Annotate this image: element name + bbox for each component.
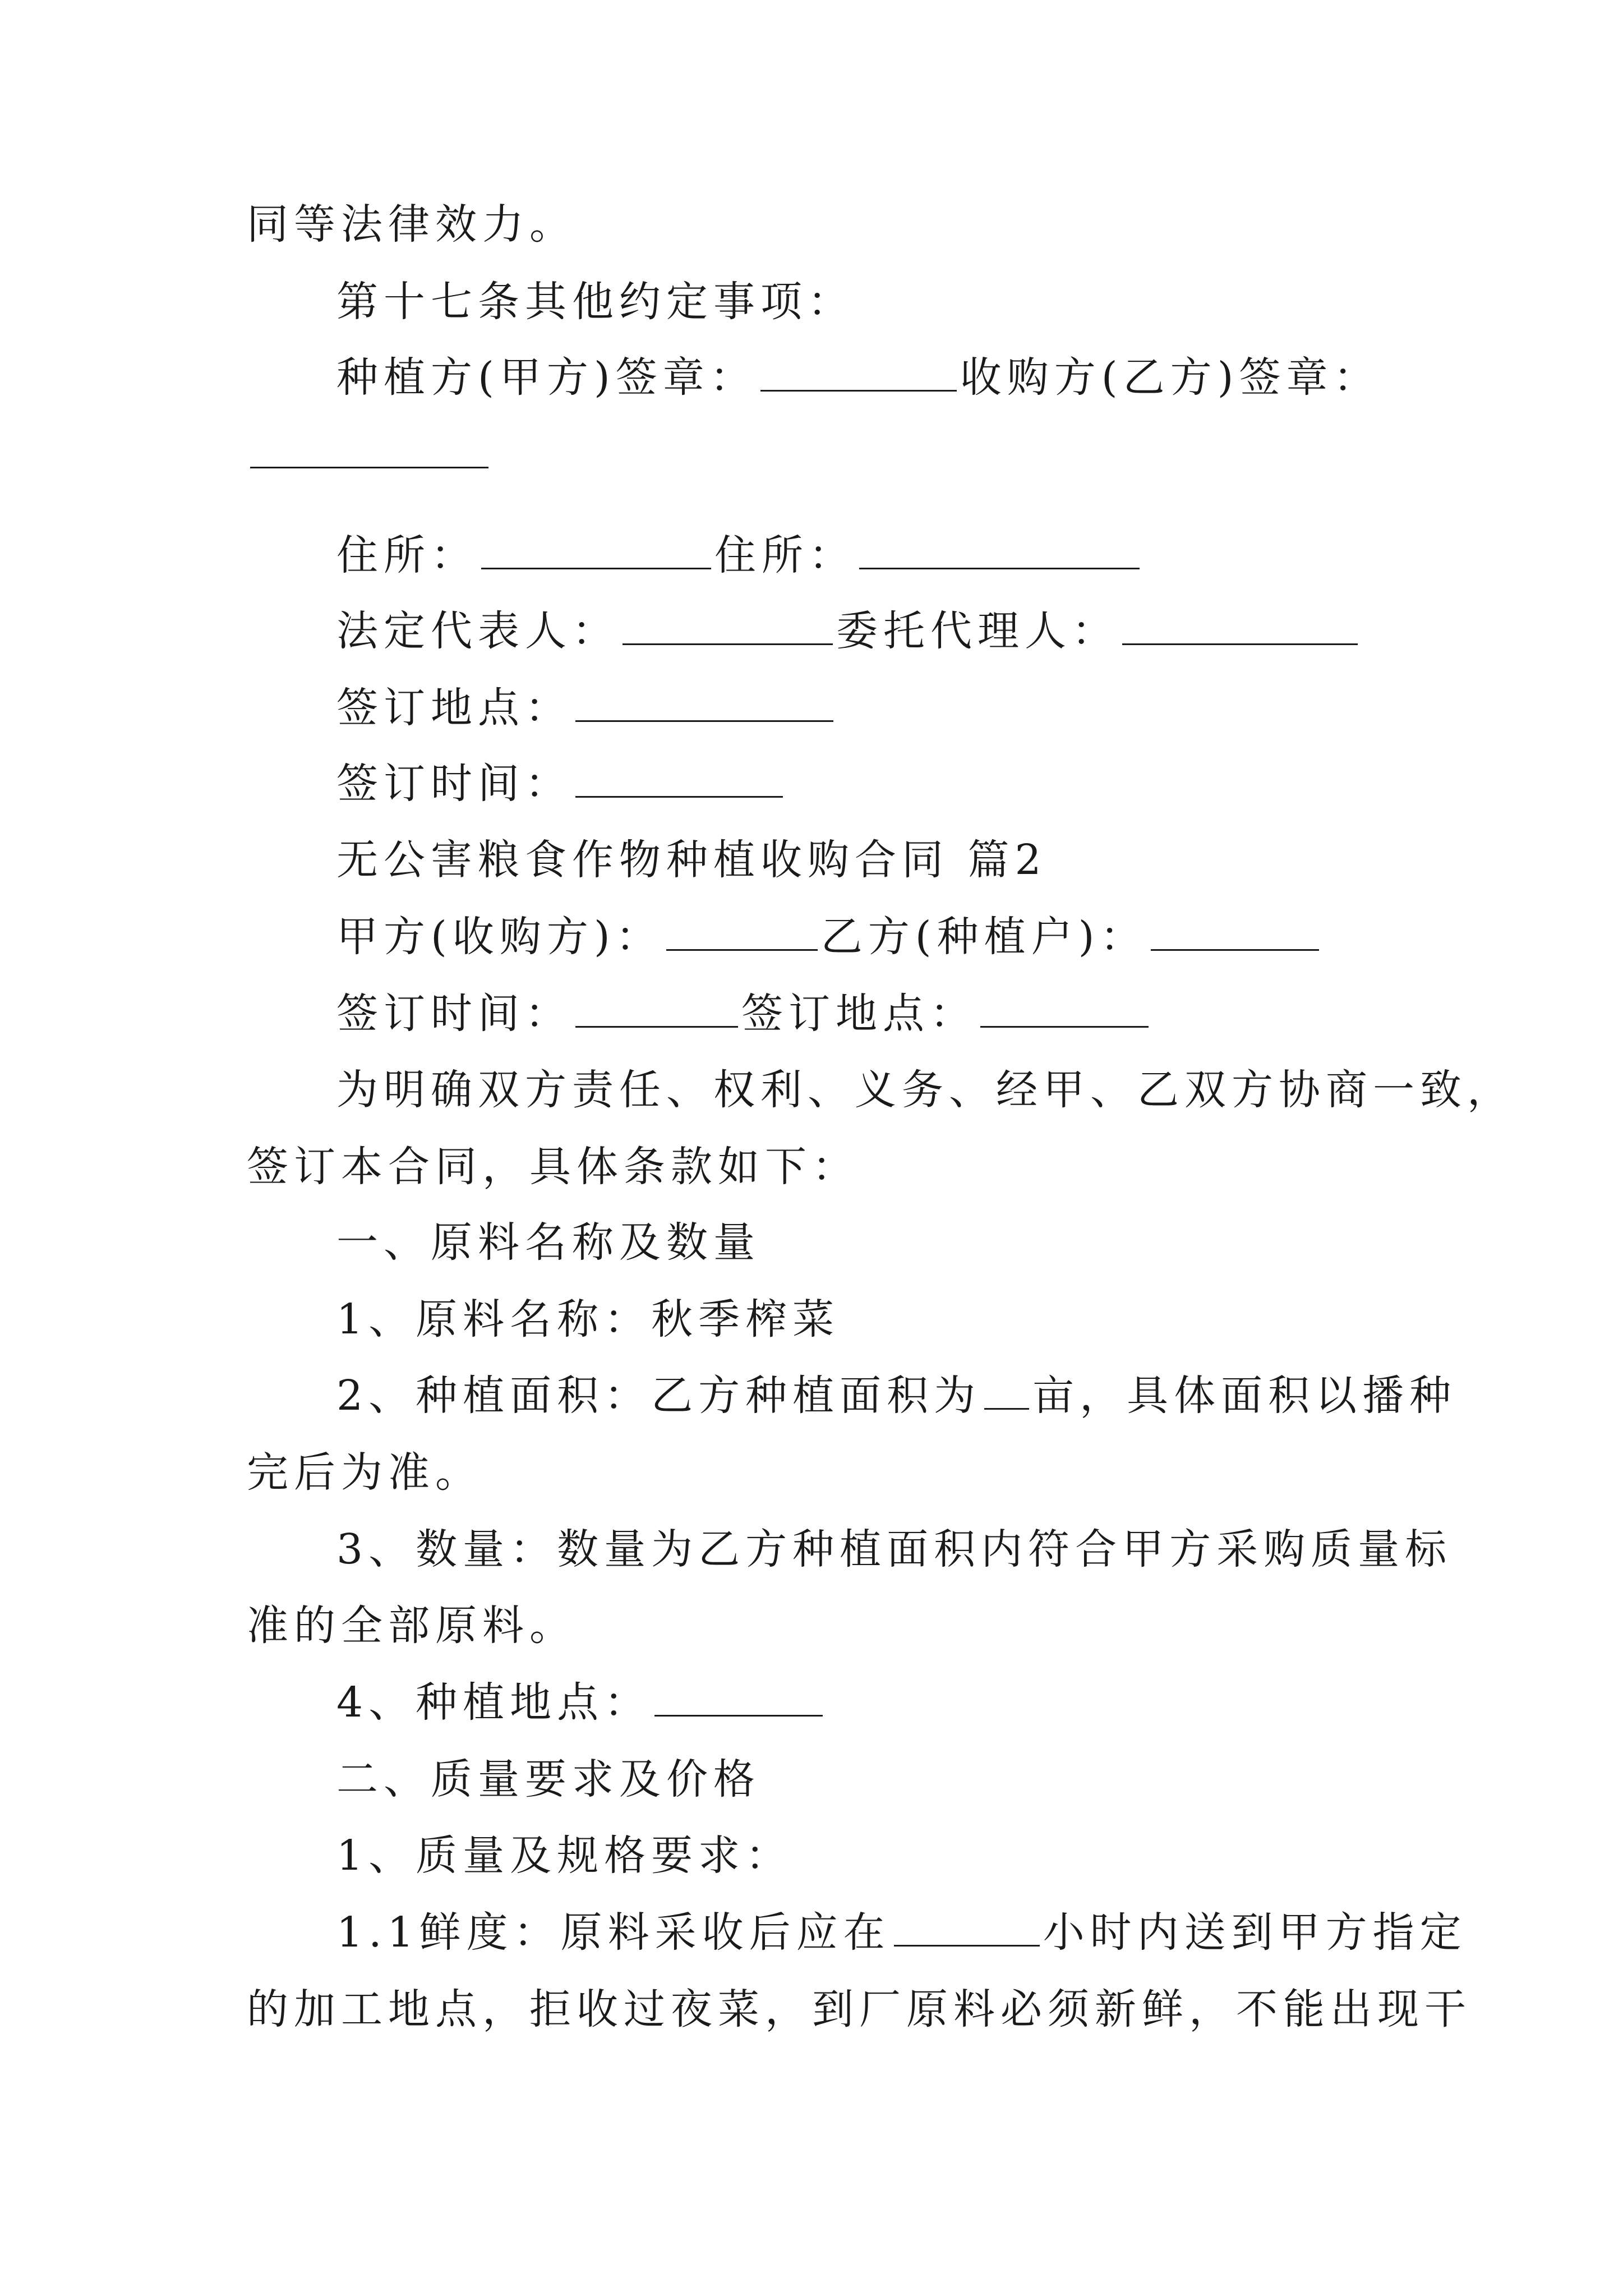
signing-time-label: 签订时间： — [336, 990, 572, 1038]
fill-blank — [980, 991, 1149, 1028]
line-text: 1、质量及规格要求： — [336, 1832, 793, 1880]
section-title — [336, 832, 1047, 888]
agent-label: 委托代理人： — [836, 607, 1119, 655]
line-text: 第十七条其他约定事项： — [336, 278, 855, 326]
fill-blank — [760, 355, 957, 392]
signature-line — [336, 349, 1381, 406]
line-text: 1.1鲜度：原料采收后应在 — [336, 1908, 891, 1957]
paragraph-line — [247, 1444, 482, 1501]
fill-blank — [984, 1373, 1029, 1410]
contract-title: 无公害粮食作物种植收购合同 篇2 — [336, 836, 1047, 884]
line-text: 为明确双方责任、权利、义务、经甲、乙双方协商一致， — [336, 1066, 1514, 1114]
line-text: 1、原料名称：秋季榨菜 — [336, 1295, 840, 1343]
line-text: 亩，具体面积以播种 — [1032, 1372, 1457, 1420]
section-heading — [336, 1214, 760, 1271]
legal-rep-label: 法定代表人： — [336, 607, 619, 655]
party-a-seal-label: 种植方(甲方)签章： — [336, 353, 757, 402]
signing-place-label: 签订地点： — [741, 990, 977, 1038]
clause-line — [336, 1368, 1456, 1424]
section-heading — [336, 1751, 760, 1807]
line-text: 同等法律效力。 — [247, 200, 577, 249]
fill-blank — [654, 1680, 823, 1717]
paragraph-line — [247, 1981, 1472, 2037]
party-b-seal-label: 收购方(乙方)签章： — [960, 353, 1381, 402]
fill-blank — [575, 991, 738, 1028]
representative-line — [336, 603, 1361, 659]
parties-line — [336, 909, 1322, 965]
address-line — [336, 527, 1143, 583]
signing-time-line — [336, 756, 786, 812]
line-text: 二、质量要求及价格 — [336, 1755, 760, 1803]
fill-blank — [623, 609, 833, 645]
clause-line — [336, 1291, 840, 1347]
fill-blank — [859, 533, 1140, 569]
line-text: 签订本合同，具体条款如下： — [247, 1143, 859, 1191]
line-text: 3、数量：数量为乙方种植面积内符合甲方采购质量标 — [336, 1525, 1453, 1573]
paragraph-line — [336, 1062, 1514, 1118]
clause-line — [336, 1904, 1467, 1961]
paragraph-line — [247, 1139, 859, 1195]
fill-blank — [1151, 914, 1319, 951]
time-place-line — [336, 986, 1152, 1042]
signing-place-label: 签订地点： — [336, 684, 572, 732]
line-text: 小时内送到甲方指定 — [1043, 1908, 1467, 1957]
fill-blank — [666, 914, 818, 951]
signing-time-label: 签订时间： — [336, 760, 572, 808]
line-text: 2、种植面积：乙方种植面积为 — [336, 1372, 981, 1420]
fill-blank — [894, 1910, 1040, 1947]
article-heading — [336, 274, 855, 330]
line-text: 一、原料名称及数量 — [336, 1218, 760, 1267]
line-text: 的加工地点，拒收过夜菜，到厂原料必须新鲜，不能出现干 — [247, 1985, 1472, 2033]
address-label: 住所： — [714, 531, 856, 579]
party-a-label: 甲方(收购方)： — [336, 913, 663, 961]
clause-line — [336, 1521, 1452, 1577]
clause-line — [336, 1674, 826, 1731]
paragraph-line — [247, 1598, 577, 1654]
line-text: 完后为准。 — [247, 1448, 482, 1497]
clause-line — [336, 1828, 792, 1884]
address-label: 住所： — [336, 531, 478, 579]
fill-blank — [1122, 609, 1358, 645]
signing-place-line — [336, 680, 837, 736]
line-text: 准的全部原料。 — [247, 1602, 577, 1650]
paragraph-line — [247, 196, 577, 252]
signature-continuation — [247, 426, 492, 482]
fill-blank — [575, 761, 783, 798]
fill-blank — [481, 533, 711, 569]
line-text: 4、种植地点： — [336, 1678, 652, 1727]
fill-blank — [250, 432, 488, 468]
fill-blank — [575, 685, 833, 722]
party-b-label: 乙方(种植户)： — [820, 913, 1147, 961]
